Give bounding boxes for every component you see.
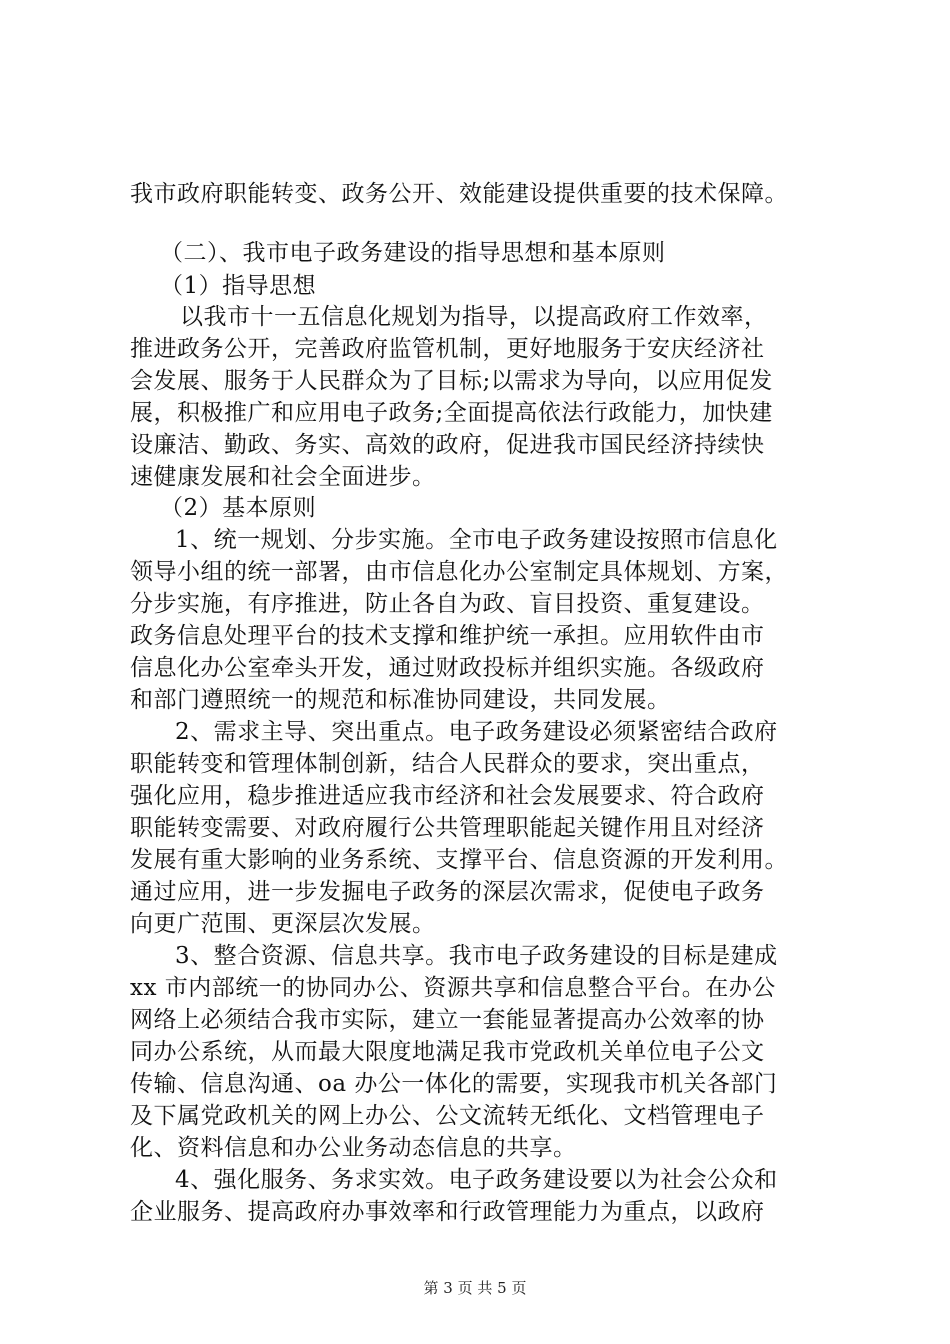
text-line: 同办公系统，从而最大限度地满足我市党政机关单位电子公文 <box>130 1039 765 1065</box>
text-line: xx 市内部统一的协同办公、资源共享和信息整合平台。在办公 <box>130 975 776 1001</box>
page-footer: 第 3 页 共 5 页 <box>423 1279 527 1297</box>
text-line: 化、资料信息和办公业务动态信息的共享。 <box>130 1135 577 1161</box>
text-line: 职能转变需要、对政府履行公共管理职能起关键作用且对经济 <box>130 815 765 841</box>
text-line: 2、需求主导、突出重点。电子政务建设必须紧密结合政府 <box>175 719 778 745</box>
text-line: 强化应用，稳步推进适应我市经济和社会发展要求、符合政府 <box>130 783 765 809</box>
text-line: 以我市十一五信息化规划为指导，以提高政府工作效率， <box>180 304 768 330</box>
text-line: 分步实施，有序推进，防止各自为政、盲目投资、重复建设。 <box>130 591 765 617</box>
text-line: 设廉洁、勤政、务实、高效的政府，促进我市国民经济持续快 <box>130 432 765 458</box>
text-line: 向更广范围、更深层次发展。 <box>130 911 436 937</box>
text-line: 1、统一规划、分步实施。全市电子政务建设按照市信息化 <box>175 527 778 553</box>
text-line: 会发展、服务于人民群众为了目标;以需求为导向，以应用促发 <box>130 368 773 394</box>
text-line: 信息化办公室牵头开发，通过财政投标并组织实施。各级政府 <box>130 655 765 681</box>
text-line: 我市政府职能转变、政务公开、效能建设提供重要的技术保障。 <box>130 181 788 207</box>
subsection-heading: （2）基本原则 <box>160 495 317 521</box>
text-line: 及下属党政机关的网上办公、公文流转无纸化、文档管理电子 <box>130 1103 765 1129</box>
text-line: 3、整合资源、信息共享。我市电子政务建设的目标是建成 <box>175 943 778 969</box>
subsection-heading: （1）指导思想 <box>160 273 317 299</box>
text-line: 企业服务、提高政府办事效率和行政管理能力为重点，以政府 <box>130 1199 765 1225</box>
text-line: 推进政务公开，完善政府监管机制，更好地服务于安庆经济社 <box>130 336 765 362</box>
text-line: 政务信息处理平台的技术支撑和维护统一承担。应用软件由市 <box>130 623 765 649</box>
text-line: 领导小组的统一部署，由市信息化办公室制定具体规划、方案， <box>130 559 788 585</box>
text-line: 职能转变和管理体制创新，结合人民群众的要求，突出重点， <box>130 751 765 777</box>
section-heading: （二）、我市电子政务建设的指导思想和基本原则 <box>160 240 666 266</box>
text-line: 通过应用，进一步发掘电子政务的深层次需求，促使电子政务 <box>130 879 765 905</box>
text-line: 4、强化服务、务求实效。电子政务建设要以为社会公众和 <box>175 1167 778 1193</box>
text-line: 传输、信息沟通、oa 办公一体化的需要，实现我市机关各部门 <box>130 1071 778 1097</box>
text-line: 发展有重大影响的业务系统、支撑平台、信息资源的开发利用。 <box>130 847 788 873</box>
text-line: 网络上必须结合我市实际，建立一套能显著提高办公效率的协 <box>130 1007 765 1033</box>
text-line: 和部门遵照统一的规范和标准协同建设，共同发展。 <box>130 687 671 713</box>
text-line: 速健康发展和社会全面进步。 <box>130 464 436 490</box>
text-line: 展，积极推广和应用电子政务;全面提高依法行政能力，加快建 <box>130 400 773 426</box>
